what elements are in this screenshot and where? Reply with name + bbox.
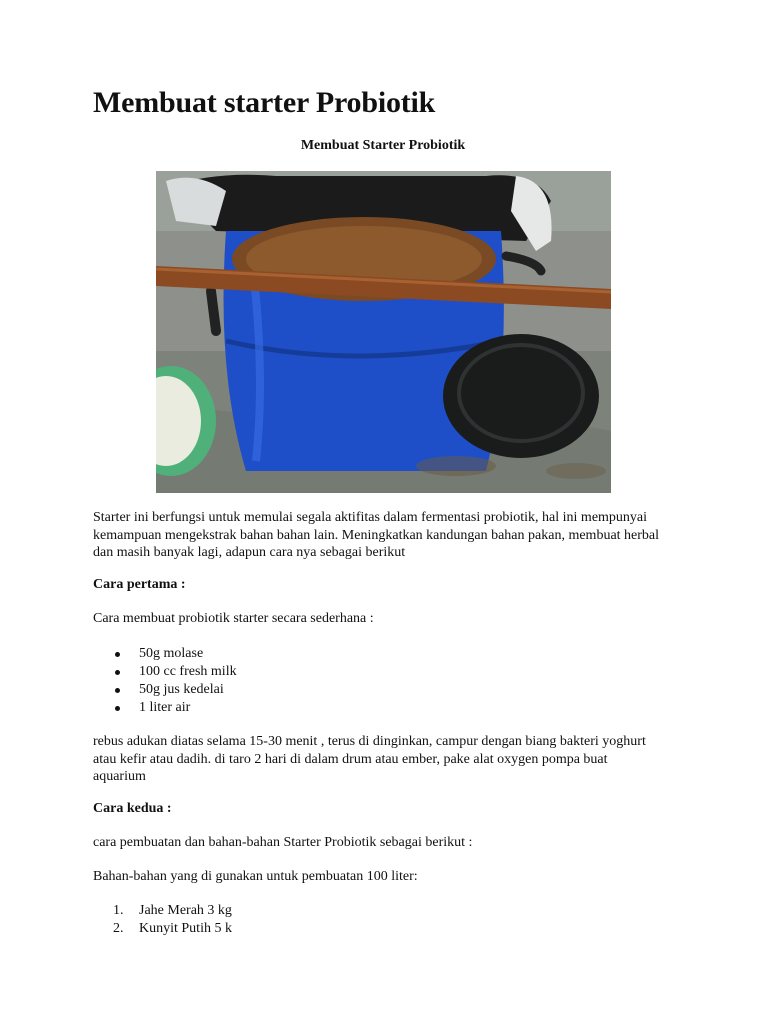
list-text: Jahe Merah 3 kg bbox=[139, 903, 232, 918]
heading-second-method: Cara kedua : bbox=[93, 801, 172, 816]
intro-paragraph: Starter ini berfungsi untuk memulai segala aktifitas dalam fermentasi probiotik, hal ini mempunyai kemampuan mengekstrak bahan bahan lain. Meningkatkan kandungan bahan pakan, membuat herbal dan masih banyak lagi, adapun cara nya sebagai berikut bbox=[93, 510, 660, 560]
list-item bbox=[93, 920, 232, 938]
list-item: 50g jus kedelai bbox=[93, 681, 237, 699]
page-subtitle: Membuat Starter Probiotik bbox=[300, 138, 466, 153]
materials-list bbox=[93, 902, 232, 938]
list-item: 100 cc fresh milk bbox=[93, 663, 237, 681]
list-item: 1 liter air bbox=[93, 699, 237, 717]
list-text: Kunyit Putih 5 k bbox=[139, 921, 232, 936]
probiotic-drum-photo bbox=[156, 171, 611, 493]
list-number: 2. bbox=[113, 921, 124, 936]
list-item bbox=[93, 902, 232, 920]
list-number: 1. bbox=[113, 903, 124, 918]
ingredients-list bbox=[93, 645, 237, 717]
second-method-intro: cara pembuatan dan bahan-bahan Starter Probiotik sebagai berikut : bbox=[93, 835, 473, 850]
page-title: Membuat starter Probiotik bbox=[93, 86, 436, 119]
list-item: 50g molase bbox=[93, 645, 237, 663]
first-method-intro: Cara membuat probiotik starter secara sederhana : bbox=[93, 611, 374, 626]
first-method-paragraph: rebus adukan diatas selama 15-30 menit , terus di dinginkan, campur dengan biang bakteri yoghurt atau kefir atau dadih. di taro 2 hari di dalam drum atau ember, pake alat oxygen pompa buat aquarium bbox=[93, 734, 646, 784]
heading-first-method: Cara pertama : bbox=[93, 577, 186, 592]
second-method-materials: Bahan-bahan yang di gunakan untuk pembuatan 100 liter: bbox=[93, 869, 418, 884]
